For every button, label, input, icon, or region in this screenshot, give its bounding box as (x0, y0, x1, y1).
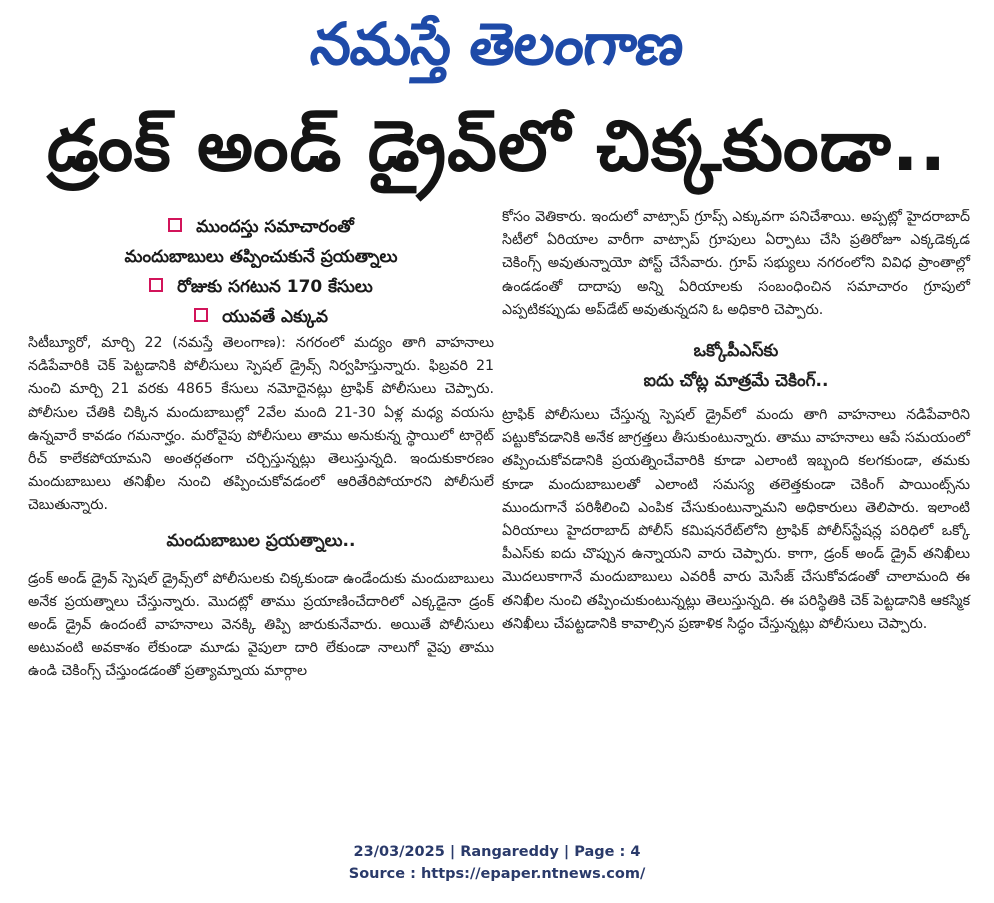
left-section-heading: మందుబాబుల ప్రయత్నాలు.. (166, 530, 356, 551)
subhead-3: రోజుకు సగటున 170 కేసులు (28, 272, 494, 302)
footer-source-link[interactable]: Source : https://epaper.ntnews.com/ (348, 866, 646, 882)
footer-date-edition: 23/03/2025 | Rangareddy | Page : 4 (353, 844, 641, 860)
left-paragraph-2: డ్రంక్ అండ్ డ్రైవ్ స్పెషల్ డ్రైవ్స్‌లో పోలీసులకు చిక్కకుండా ఉండేందుకు మందుబాబులు అనేక ప్రయత్నాలు చేస్తున్నారు. మొదట్లో తాము ప్రయాణించేదారిలో ఎక్కడైనా డ్రంక్ అండ్ డ్రైవ్ ఉందంటే వాహనాలు వెనక్కి తిప్పి జారుకునేవారు. అయితే పోలీసులు అటువంటి అవకాశం లేకుండా మూడు వైపులా దారి లేకుండా నాలుగో వైపు తాము ఉండి చెకింగ్స్ చేస్తుండడంతో ప్రత్యామ్నాయ మార్గాల (28, 570, 494, 680)
subhead-2: మందుబాబులు తప్పించుకునే ప్రయత్నాలు (124, 247, 398, 267)
subhead-4: యువతే ఎక్కువ (28, 302, 494, 332)
left-column (28, 212, 494, 684)
right-paragraph-1: కోసం వెతికారు. ఇందులో వాట్సాప్ గ్రూప్స్ ఎక్కువగా పనిచేశాయి. అప్పట్లో హైదరాబాద్ సిటీలో ఏరియాల వారీగా వాట్సాప్ గ్రూపులు ఏర్పాటు చేసి ప్రతిరోజూ ఎక్కడెక్కడ చెకింగ్స్ అవుతున్నాయో పోస్ట్ చేసేవారు. గ్రూప్ సభ్యులు నగరంలోని వివిధ ప్రాంతాల్లో ఉండడంతో దాదాపు అన్ని ఏరియాలకు సంబంధించిన సమాచారం గ్రూపులో ఎప్పటికప్పుడు అప్‌డేట్ అవుతున్నదని ఓ అధికారి చెప్పారు. (502, 209, 970, 318)
left-paragraph-1: సిటీబ్యూరో, మార్చి 22 (నమస్తే తెలంగాణ): నగరంలో మద్యం తాగి వాహనాలు నడిపేవారికి చెక్ పెట్టడానికి పోలీసులు స్పెషల్ డ్రైవ్స్ నిర్వహిస్తున్నారు. ఫిబ్రవరి 21 నుంచి మార్చి 21 వరకు 4865 కేసులు నమోదైనట్లు ట్రాఫిక్ పోలీసులు చెప్పారు. పోలీసుల చేతికి చిక్కిన మందుబాబుల్లో 2వేల మంది 21-30 ఏళ్ల మధ్య వయసు ఉన్నవారే కావడం గమనార్హం. మరోవైపు పోలీసులు తాము అనుకున్న స్థాయిలో టార్గెట్ రీచ్ కాలేకపోయామని అంతర్గతంగా చర్చిస్తున్నట్లు తెలుస్తున్నది. ఇందుకుకారణం మందుబాబులు తనిఖీల నుంచి తప్పించుకోవడంలో ఆరితేరిపోయారని పోలీసులే చెబుతున్నారు. (28, 335, 494, 514)
bullet-square-icon (149, 278, 163, 292)
subhead-1: ముందస్తు సమాచారంతో (28, 212, 494, 242)
bullet-square-icon (194, 308, 208, 322)
article-headline: డ్రంక్ అండ్ డ్రైవ్‌లో చిక్కకుండా.. (46, 105, 948, 187)
right-section-heading-2: ఐదు చోట్ల మాత్రమే చెకింగ్.. (643, 371, 829, 392)
right-column (502, 206, 970, 636)
right-section-heading-1: ఒక్కోపీఎస్‌కు (693, 341, 779, 362)
right-paragraph-2: ట్రాఫిక్ పోలీసులు చేస్తున్న స్పెషల్ డ్రైవ్‌లో మందు తాగి వాహనాలు నడిపేవారిని పట్టుకోవడానికి అనేక జాగ్రత్తలు తీసుకుంటున్నారు. తాము వాహనాలు ఆపే సమయంలో తప్పించుకోవడానికి ప్రయత్నించేవారికి కూడా ఎలాంటి ఇబ్బంది కలగకుండా, తమకు కూడా మందుబాబులతో ఎలాంటి సమస్య తలెత్తకుండా చెకింగ్ పాయింట్స్‌ను ముందుగానే పరిశీలించి ఎంపిక చేసుకుంటున్నామని అధికారులు తెలిపారు. ఇలాంటి ఏరియాలు హైదరాబాద్ పోలీస్ కమిషనరేట్‌లోని ట్రాఫిక్ పోలీస్‌స్టేషన్ల పరిధిలో ఒక్కో పీఎస్‌కు ఐదు చొప్పున ఉన్నాయని వారు చెప్పారు. కాగా, డ్రంక్ అండ్ డ్రైవ్ తనిఖీలు మొదలుకాగానే మందుబాబులు ఎవరికీ వారు మెసేజ్ చేసుకోవడంతో చాలామంది ఈ తనిఖీల నుంచి తప్పించుకుంటున్నట్లు తెలుస్తున్నది. ఈ పరిస్థితికి చెక్ పెట్టడానికి ఆకస్మిక తనిఖీలు చేపట్టడానికి కావాల్సిన ప్రణాళిక సిద్ధం చేస్తున్నట్లు పోలీసులు చెప్పారు. (502, 407, 970, 632)
masthead-logo: నమస్తే తెలంగాణ (307, 10, 687, 78)
bullet-square-icon (168, 218, 182, 232)
